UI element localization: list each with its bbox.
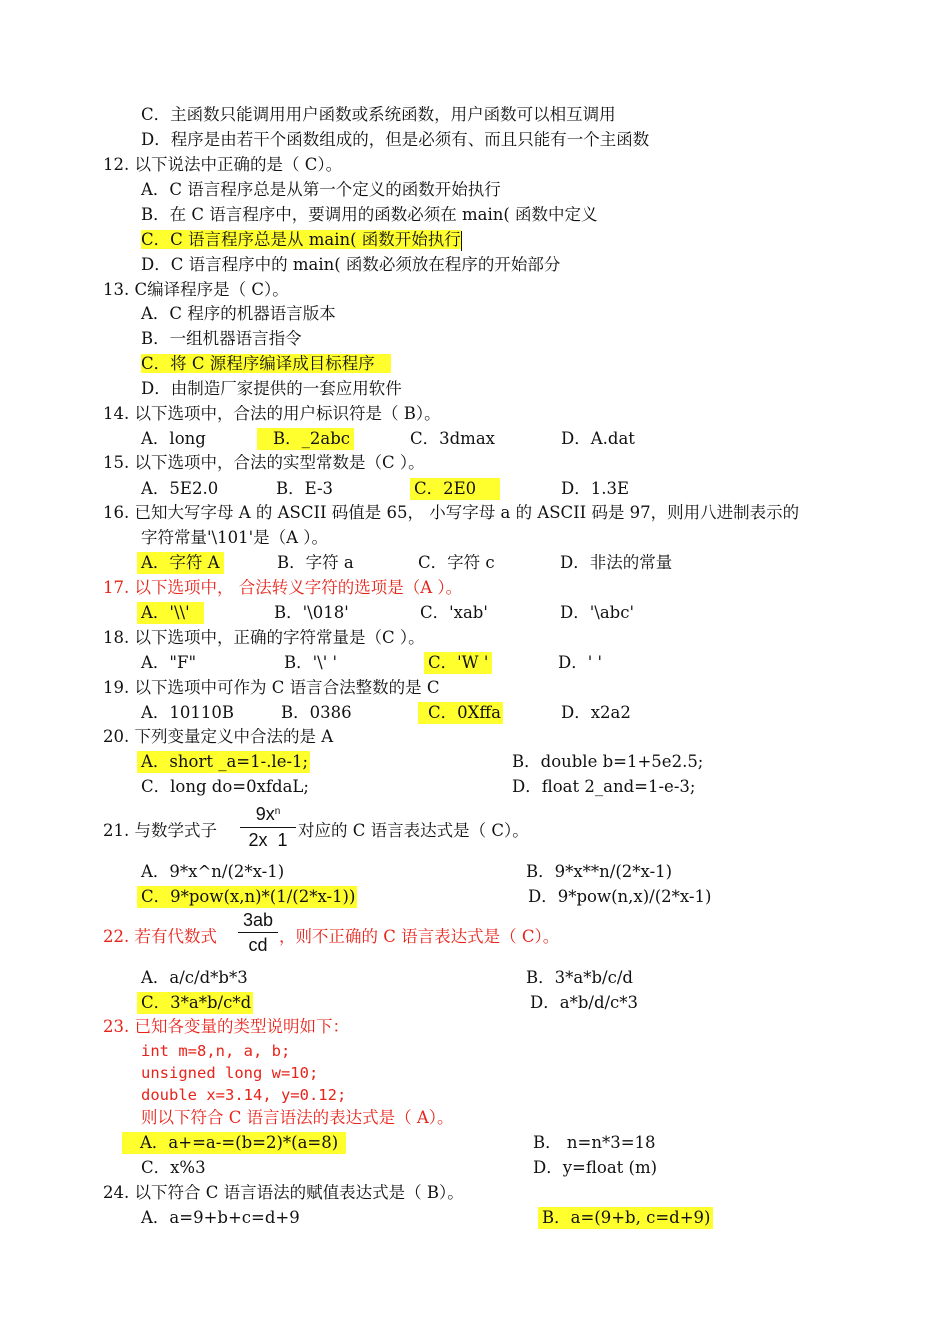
- text-cursor: [461, 231, 462, 251]
- q14-option-a: A．long: [141, 429, 206, 448]
- q15-option-d: D．1.3E: [561, 479, 630, 498]
- q12-option-c-answer: [141, 229, 462, 251]
- q19-option-a: A．10110B: [141, 703, 235, 722]
- q23-option-d: D．y=float (m): [533, 1158, 658, 1177]
- q13-option-d: D．由制造厂家提供的一套应用软件: [141, 379, 402, 398]
- q23-stem: 23. 已知各变量的类型说明如下：: [103, 1017, 349, 1036]
- q18-option-b: B．'\' ': [284, 653, 338, 672]
- q16-option-c: C．字符 c: [418, 553, 495, 572]
- q22-option-a: A．a/c/d*b*3: [141, 968, 248, 987]
- q16-option-b: B．字符 a: [277, 553, 354, 572]
- q13-option-a: A．C 程序的机器语言版本: [141, 304, 336, 323]
- q16-stem: 16. 已知大写字母 A 的 ASCII 码值是 65， 小写字母 a 的 ASCII 码是 97，则用八进制表示的: [103, 503, 800, 522]
- q24-option-a: A．a=9+b+c=d+9: [141, 1208, 300, 1227]
- q17-stem: 17. 以下选项中， 合法转义字符的选项是（A ）。: [103, 578, 463, 597]
- q14-option-d: D．A.dat: [561, 429, 635, 448]
- q14-stem: 14. 以下选项中，合法的用户标识符是（ B）。: [103, 404, 441, 423]
- q15-option-b: B．E-3: [276, 479, 334, 498]
- q22-option-c-answer: C．3*a*b/c*d: [137, 992, 253, 1014]
- q20-option-a-answer: A．short _a=1-.le-1;: [137, 751, 310, 773]
- q16-option-a-answer: A．字符 A: [137, 552, 224, 574]
- q24-option-b-answer: B．a=(9+b, c=d+9): [538, 1207, 713, 1229]
- q22-stem-suffix: ，则不正确的 C 语言表达式是（ C）。: [279, 927, 560, 946]
- q24-stem: 24. 以下符合 C 语言语法的赋值表达式是（ B）。: [103, 1183, 464, 1202]
- q19-option-d: D．x2a2: [561, 703, 631, 722]
- q21-option-b: B．9*x**n/(2*x-1): [526, 862, 673, 881]
- q23-option-a-answer: A．a+=a-=(b=2)*(a=8): [122, 1132, 346, 1154]
- q15-option-c-answer: C．2E0: [410, 478, 500, 500]
- q20-option-d: D．float 2_and=1-e-3;: [512, 777, 696, 796]
- q14-option-b-answer: B．_2abc: [257, 428, 354, 450]
- q21-fraction: [240, 801, 296, 852]
- q14-option-c: C．3dmax: [410, 429, 495, 448]
- q19-stem: 19. 以下选项中可作为 C 语言合法整数的是 C: [103, 678, 440, 697]
- q12-option-d: D．C 语言程序中的 main( 函数必须放在程序的开始部分: [141, 255, 561, 274]
- q22-fraction: [238, 908, 278, 957]
- q12-stem: 12. 以下说法中正确的是（ C）。: [103, 155, 343, 174]
- answer-highlight: C．将 C 源程序编译成目标程序: [141, 354, 391, 373]
- q13-option-c-answer: [141, 353, 391, 375]
- q23-stem-continued: 则以下符合 C 语言语法的表达式是（ A）。: [141, 1108, 454, 1127]
- q22-stem-prefix: 22. 若有代数式: [103, 927, 217, 946]
- q12-option-a: A．C 语言程序总是从第一个定义的函数开始执行: [141, 180, 501, 199]
- q15-stem: 15. 以下选项中，合法的实型常数是（C ）。: [103, 453, 425, 472]
- q21-numerator-text: 9x: [255, 804, 275, 824]
- q21-numerator: [240, 801, 296, 827]
- q21-stem-prefix: 21. 与数学式子: [103, 821, 217, 840]
- q23-option-b: B． n=n*3=18: [533, 1133, 656, 1152]
- q22-option-b: B．3*a*b/c/d: [526, 968, 633, 987]
- q20-option-c: C．long do=0xfdaL;: [141, 777, 309, 796]
- q22-denominator: cd: [238, 932, 278, 957]
- q11-option-d: D．程序是由若干个函数组成的，但是必须有、而且只能有一个主函数: [141, 130, 650, 149]
- q22-option-d: D．a*b/d/c*3: [530, 993, 639, 1012]
- q19-option-c-answer: C．0Xffa: [418, 702, 503, 724]
- q21-stem-suffix: 对应的 C 语言表达式是（ C）。: [298, 821, 529, 840]
- q21-denominator: 2x 1: [240, 827, 296, 852]
- q17-option-a-answer: A．'\\': [137, 602, 204, 624]
- q17-option-c: C．'xab': [420, 603, 488, 622]
- q18-option-c-answer: C．'W ': [424, 652, 492, 674]
- q23-option-c: C．x%3: [141, 1158, 206, 1177]
- q17-option-d: D．'\abc': [560, 603, 635, 622]
- q21-option-d: D．9*pow(n,x)/(2*x-1): [528, 887, 712, 906]
- q17-option-b: B．'\018': [274, 603, 349, 622]
- q16-stem-continued: 字符常量'\101'是（A ）。: [141, 528, 329, 547]
- q18-option-a: A．"F": [141, 653, 197, 672]
- q22-numerator: 3ab: [242, 910, 274, 930]
- q21-exponent: n: [274, 806, 281, 817]
- q20-stem: 20. 下列变量定义中合法的是 A: [103, 727, 334, 746]
- q13-stem: 13. C编译程序是（ C）。: [103, 280, 289, 299]
- q12-option-b: B．在 C 语言程序中，要调用的函数必须在 main( 函数中定义: [141, 205, 598, 224]
- answer-highlight: C．C 语言程序总是从 main( 函数开始执行: [141, 230, 461, 249]
- q21-option-c-answer: C．9*pow(x,n)*(1/(2*x-1)): [137, 886, 357, 908]
- q15-option-a: A．5E2.0: [141, 479, 219, 498]
- q16-option-d: D．非法的常量: [560, 553, 673, 572]
- q23-code-line-1: int m=8,n, a, b;: [141, 1042, 291, 1060]
- q23-code-line-3: double x=3.14, y=0.12;: [141, 1086, 347, 1104]
- q11-option-c: C．主函数只能调用用户函数或系统函数，用户函数可以相互调用: [141, 105, 616, 124]
- q13-option-b: B．一组机器语言指令: [141, 329, 302, 348]
- q21-option-a: A．9*x^n/(2*x-1): [141, 862, 285, 881]
- q18-stem: 18. 以下选项中，正确的字符常量是（C ）。: [103, 628, 425, 647]
- q20-option-b: B．double b=1+5e2.5;: [512, 752, 704, 771]
- q18-option-d: D．' ': [558, 653, 603, 672]
- q23-code-line-2: unsigned long w=10;: [141, 1064, 319, 1082]
- q19-option-b: B．0386: [281, 703, 352, 722]
